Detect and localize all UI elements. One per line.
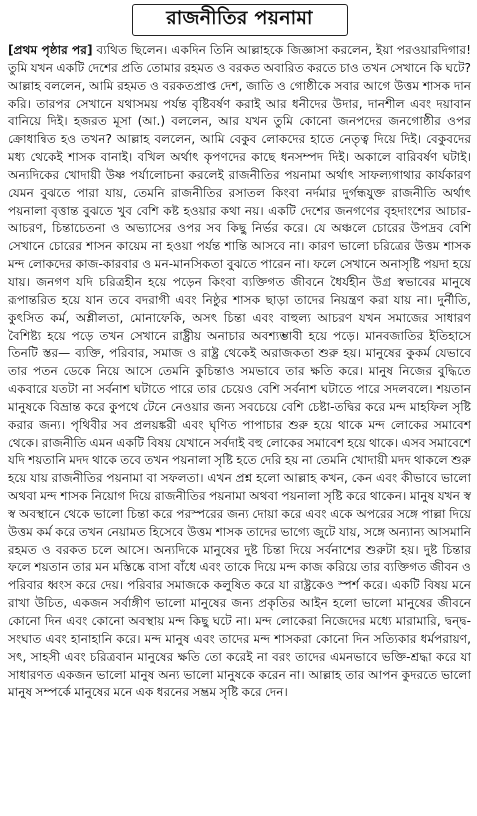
- article-body: [8, 42, 471, 702]
- article-paragraph: [8, 42, 471, 702]
- article-body-text: ব্যথিত ছিলেন। একদিন তিনি আল্লাহকে জিজ্ঞাসা করলেন, ইয়া পরওয়ারদিগার! তুমি যখন একটি দেশের প্রতি তোমার রহমত ও বরকত অবারিত করতে চাও তখন সেখানে কি ঘটে? আল্লাহ বললেন, আমি রহমত ও বরকতপ্রাপ্ত দেশ, জাতি ও গোষ্ঠীকে সবার আগে উত্তম শাসক দান করি। তারপর সেখানে যথাসময় পর্যন্ত বৃষ্টিবর্ষণ করাই আর ধনীদের উদার, দানশীল এবং দয়াবান বানিয়ে দিই। হজরত মূসা (আ.) বললেন, আর যখন তুমি কোনো জনপদের জনগোষ্ঠীর ওপর ক্রোধান্বিত হও তখন? আল্লাহ বললেন, আমি বেকুব লোকদের হাতে নেতৃত্ব দিয়ে দিই। বেকুবদের মধ্য থেকেই শাসক বানাই। বখিল অর্থাৎ কৃপণদের কাছে ধনসম্পদ দিই। অকালে বারিবর্ষণ ঘটাই। অন্যদিকের খোদায়ী উষ্ণ পর্যালোচনা করলেই রাজনীতির পয়নামা অর্থাৎ সাফল্যগাথার কার্যকারণ যেমন বুঝতে পারা যায়, তেমনি রাজনীতির রসাতল কিংবা নর্দমার দুর্গন্ধযুক্ত রাজনীতি অর্থাৎ পয়নালা বৃত্তান্ত বুঝতে খুব বেশি কষ্ট হওয়ার কথা নয়। একটি দেশের জনগণের বৃহদাংশের আচার-আচরণ, চিন্তাচেতনা ও অভ্যাসের ওপর সব কিছু নির্ভর করে। যে অঞ্চলে চোরের উপদ্রব বেশি সেখানে চোরের শাসন কায়েম না হওয়া পর্যন্ত শান্তি আসবে না। কারণ ভালো চরিত্রের উত্তম শাসক মন্দ লোকদের কাজ-কারবার ও মন-মানসিকতা বুঝতে পারেন না। ফলে সেখানে অনাসৃষ্টি পয়দা হয়ে যায়। জনগণ যদি চরিত্রহীন হয়ে পড়েন কিংবা ব্যক্তিগত জীবনে ধৈর্যহীন উগ্র স্বভাবের মানুষে রূপান্তরিত হয়ে যান তবে বদরাগী এবং নিষ্ঠুর শাসক ছাড়া তাদের নিয়ন্ত্রণ করা যায় না। দুর্নীতি, কুৎসিত কর্ম, অশ্লীলতা, মোনাফেকি, অসৎ চিন্তা এবং বাহুল্য আচরণ যখন সমাজের সাধারণ বৈশিষ্ট্য হয়ে পড়ে তখন সেখানে রাষ্ট্রীয় অনাচার অবশ্যম্ভাবী হয়ে পড়ে। মানবজাতির ইতিহাসে তিনটি স্তর— ব্যক্তি, পরিবার, সমাজ ও রাষ্ট্র থেকেই অরাজকতা শুরু হয়। মানুষের কুকর্ম যেভাবে তার পতন ডেকে নিয়ে আসে তেমনি কুচিন্তাও সমভাবে তার ক্ষতি করে। মানুষ নিজের বুদ্ধিতে একবারে যতটা না সর্বনাশ ঘটাতে পারে তার চেয়েও বেশি সর্বনাশ ঘটাতে পারে সদলবলে। শয়তান মানুষকে বিভ্রান্ত করে কুপথে টেনে নেওয়ার জন্য সবচেয়ে বেশি চেষ্টা-তদ্বির করে মন্দ মাহফিল সৃষ্টি করার জন্য। পৃথিবীর সব প্রলয়ঙ্করী এবং ঘৃণিত পাপাচার শুরু হয়ে থাকে মন্দ লোকের সমাবেশ থেকে। রাজনীতি এমন একটি বিষয় যেখানে সর্বদাই বহু লোকের সমাবেশ হয়ে থাকে। এসব সমাবেশে যদি শয়তানি মদদ থাকে তবে তখন পয়নালা সৃষ্টি হতে দেরি হয় না তেমনি খোদায়ী মদদ থাকলে শুরু হয়ে যায় রাজনীতির পয়নামা বা সফলতা। এখন প্রশ্ন হলো আল্লাহ কখন, কেন এবং কীভাবে ভালো অথবা মন্দ শাসক নিয়োগ দিয়ে রাজনীতির পয়নামা অথবা পয়নালা সৃষ্টি করে থাকেন। মানুষ যখন স্ব স্ব অবস্থানে থেকে ভালো চিন্তা করে পরস্পরের জন্য দোয়া করে এবং একে অপরের সঙ্গে পাল্লা দিয়ে উত্তম কর্ম করে তখন নেয়ামত হিসেবে উত্তম শাসক তাদের ভাগ্যে জুটে যায়, সঙ্গে অন্যান্য আসমানি রহমত ও বরকত চলে আসে। অন্যদিকে মানুষের দুষ্ট চিন্তা দিয়ে সর্বনাশের শুরুটা হয়। দুষ্ট চিন্তার ফলে শয়তান তার মন মস্তিষ্কে বাসা বাঁধে এবং তাকে দিয়ে মন্দ কাজ করিয়ে তার ব্যক্তিগত জীবন ও পরিবার ধ্বংস করে দেয়। পরিবার সমাজকে কলুষিত করে যা রাষ্ট্রকেও স্পর্শ করে। একটি বিষয় মনে রাখা উচিত, একজন সর্বাঙ্গীণ ভালো মানুষের জন্য প্রকৃতির আইন হলো ভালো মানুষের জীবনে কোনো দিন এবং কোনো অবস্থায় মন্দ কিছু ঘটে না। মন্দ লোকেরা নিজেদের মধ্যে মারামারি, দ্বন্দ্ব-সংঘাত এবং হানাহানি করে। মন্দ মানুষ এবং তাদের মন্দ শাসকরা কোনো দিন সত্যিকার ধর্মপরায়ণ, সৎ, সাহসী এবং চরিত্রবান মানুষের ক্ষতি তো করেই না বরং তাদের এমনভাবে ভক্তি-শ্রদ্ধা করে যা সাধারণত একজন ভালো মানুষ অন্য ভালো মানুষকে করেন না। আল্লাহ তার আপন কুদরতে ভালো মানুষ সম্পর্কে মানুষের মনে এক ধরনের সম্ভ্রম সৃষ্টি করে দেন।: [8, 43, 471, 700]
- article-title: রাজনীতির পয়নামা: [132, 4, 348, 36]
- continuation-kicker: [প্রথম পৃষ্ঠার পর]: [8, 43, 93, 57]
